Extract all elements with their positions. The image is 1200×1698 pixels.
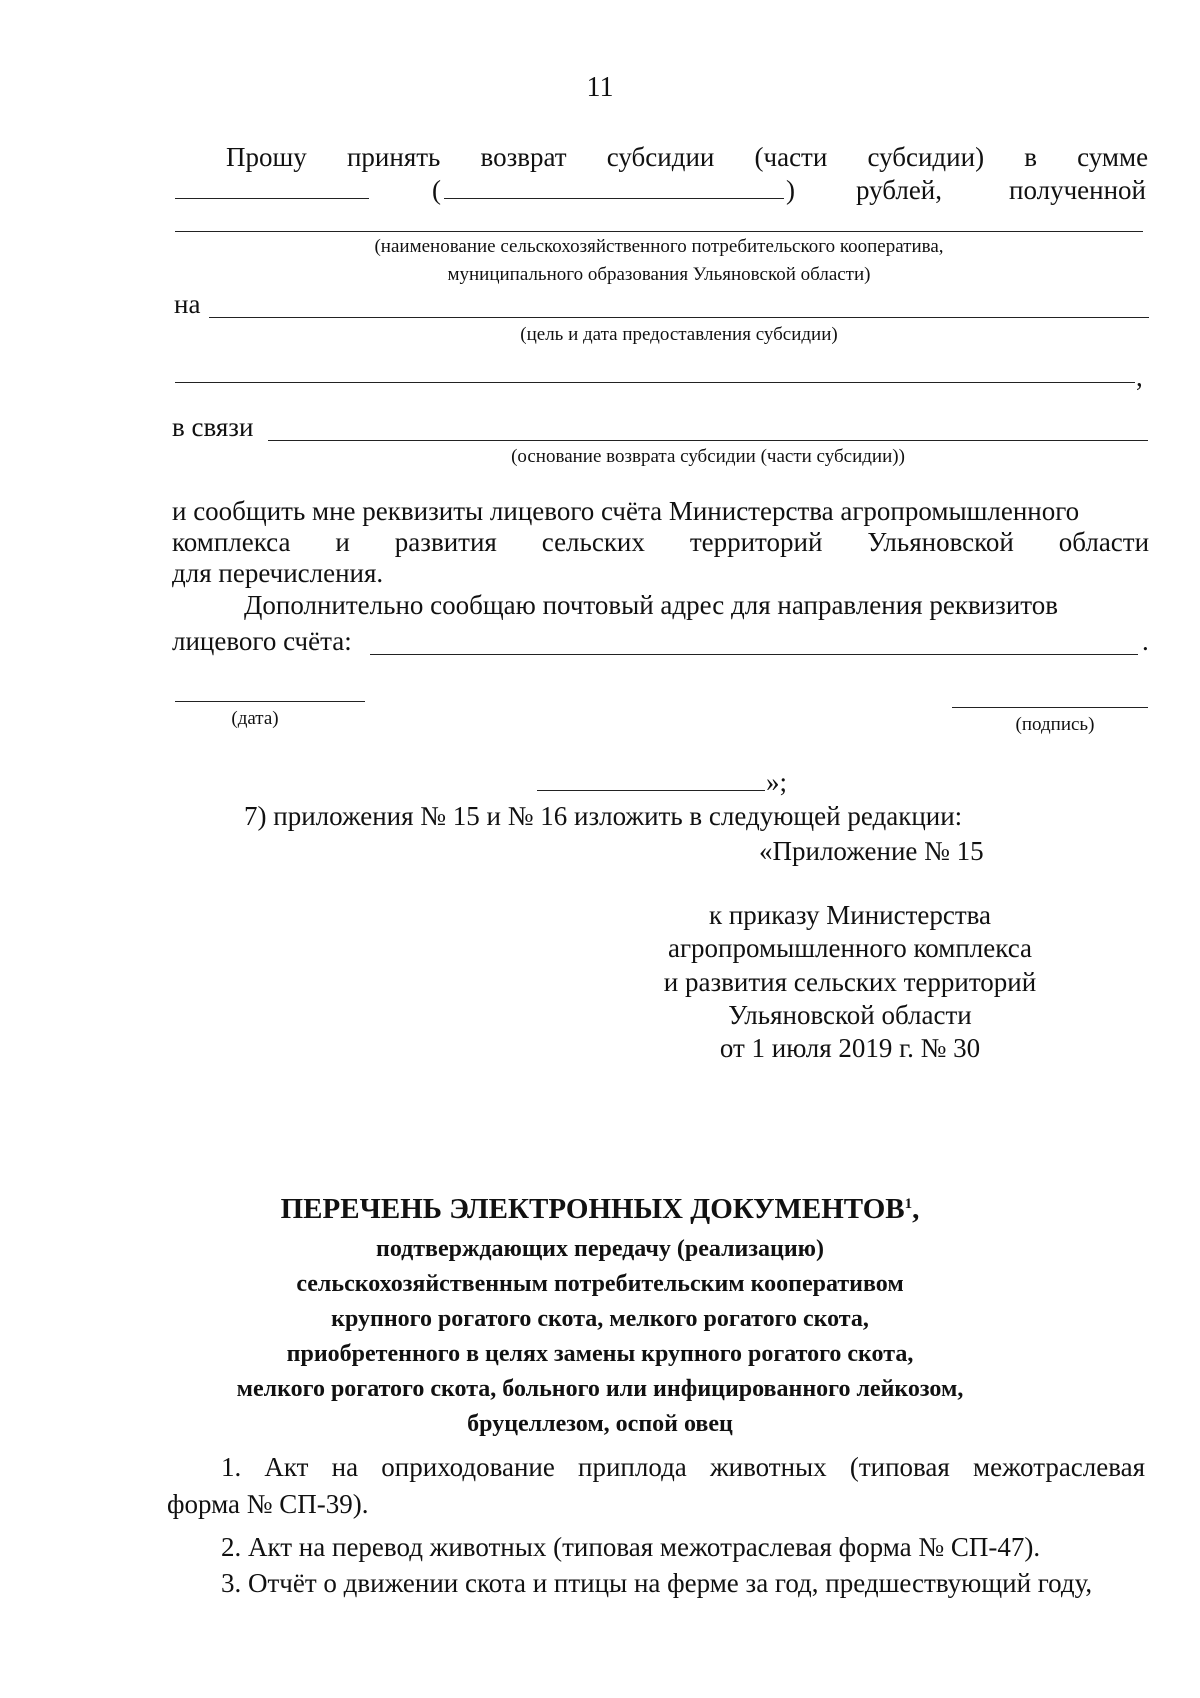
appendix-line: Ульяновской области (728, 1000, 972, 1030)
word: (типовая (849, 1452, 950, 1482)
appendix-line: к приказу Министерства (708, 900, 992, 930)
word: в (1024, 142, 1037, 172)
period: . (1142, 626, 1149, 656)
paragraph-1-line-2 (172, 525, 1149, 559)
appendix-line: и развития сельских территорий (663, 967, 1037, 997)
date-caption: (дата) (231, 708, 279, 729)
word: субсидии (606, 142, 715, 172)
document-subtitle (0, 1232, 1200, 1442)
paragraph-2-line-1: Дополнительно сообщаю почтовый адрес для направления реквизитов (244, 590, 1058, 620)
subtitle-line: подтверждающих передачу (реализацию) (375, 1236, 824, 1262)
comma: , (1136, 362, 1143, 392)
list-item-1-line-1 (221, 1450, 1145, 1484)
paragraph-1-line-1: и сообщить мне реквизиты лицевого счёта Министерства агропромышленного (172, 496, 1080, 526)
word: приплода (578, 1452, 687, 1482)
subtitle-line: бруцеллезом, оспой овец (467, 1411, 733, 1437)
organization-caption-2: муниципального образования Ульяновской области) (447, 264, 871, 285)
word: субсидии) (867, 142, 985, 172)
open-paren: ( (432, 175, 441, 205)
word: (части (754, 142, 828, 172)
close-paren: ) (786, 175, 795, 205)
closing-line (537, 790, 765, 791)
appendix-line: агропромышленного комплекса (668, 933, 1032, 963)
word: территорий (689, 527, 823, 557)
word: Акт (264, 1452, 309, 1482)
amendment-text: 7) приложения № 15 и № 16 изложить в следующей редакции: (244, 801, 963, 831)
organization-caption-1: (наименование сельскохозяйственного потребительского кооператива, (374, 236, 944, 257)
word: межотраслевая (973, 1452, 1146, 1482)
signature-blank[interactable] (952, 707, 1148, 708)
word: возврат (480, 142, 567, 172)
word: Ульяновской (867, 527, 1014, 557)
title-suffix: , (912, 1193, 920, 1225)
page-number: 11 (586, 72, 614, 103)
paragraph-2-line-2: лицевого счёта: (172, 626, 352, 656)
reason-blank[interactable] (268, 440, 1148, 441)
word: и (335, 527, 350, 557)
word: области (1058, 527, 1150, 557)
list-item-2: 2. Акт на перевод животных (типовая межотраслевая форма № СП-47). (221, 1532, 1041, 1562)
appendix-heading: «Приложение № 15 (759, 836, 984, 866)
amount-digits-blank[interactable] (175, 198, 369, 199)
list-item-1-line-2: форма № СП-39). (167, 1489, 369, 1519)
purpose-caption: (цель и дата предоставления субсидии) (520, 324, 838, 345)
document-title (0, 1193, 1200, 1226)
word: сельских (541, 527, 645, 557)
date-blank[interactable] (175, 701, 365, 702)
paragraph-1-line-3: для перечисления. (172, 558, 384, 588)
organization-blank[interactable] (175, 231, 1143, 232)
footnote-mark[interactable]: 1 (904, 1196, 913, 1212)
subtitle-line: приобретенного в целях замены крупного рогатого скота, (286, 1341, 914, 1367)
list-item-3: 3. Отчёт о движении скота и птицы на ферме за год, предшествующий году, (221, 1568, 1093, 1598)
word: оприходование (381, 1452, 555, 1482)
subtitle-line: сельскохозяйственным потребительским кооперативом (296, 1271, 904, 1297)
rubles-label: рублей, (856, 175, 943, 205)
word: Прошу (226, 142, 307, 172)
request-line (226, 140, 1148, 174)
purpose-blank-2[interactable] (175, 382, 1135, 383)
word: принять (346, 142, 441, 172)
reason-caption: (основание возврата субсидии (части субсидии)) (511, 446, 905, 467)
received-label: полученной (1009, 175, 1146, 205)
appendix-line: от 1 июля 2019 г. № 30 (719, 1033, 981, 1063)
word: на (331, 1452, 359, 1482)
signature-caption: (подпись) (1015, 714, 1095, 735)
on-label: на (174, 289, 201, 319)
purpose-blank[interactable] (209, 317, 1149, 318)
word: развития (394, 527, 497, 557)
word: сумме (1077, 142, 1149, 172)
postal-address-blank[interactable] (370, 654, 1138, 655)
amount-words-blank[interactable] (444, 198, 784, 199)
word: 1. (221, 1452, 242, 1482)
closing-quote: »; (766, 767, 788, 797)
title-text: ПЕРЕЧЕНЬ ЭЛЕКТРОННЫХ ДОКУМЕНТОВ (280, 1193, 905, 1225)
word: животных (709, 1452, 827, 1482)
subtitle-line: мелкого рогатого скота, больного или инфицированного лейкозом, (236, 1376, 964, 1402)
subtitle-line: крупного рогатого скота, мелкого рогатого скота, (331, 1306, 869, 1332)
word: комплекса (172, 527, 291, 557)
reason-label: в связи (172, 412, 254, 442)
